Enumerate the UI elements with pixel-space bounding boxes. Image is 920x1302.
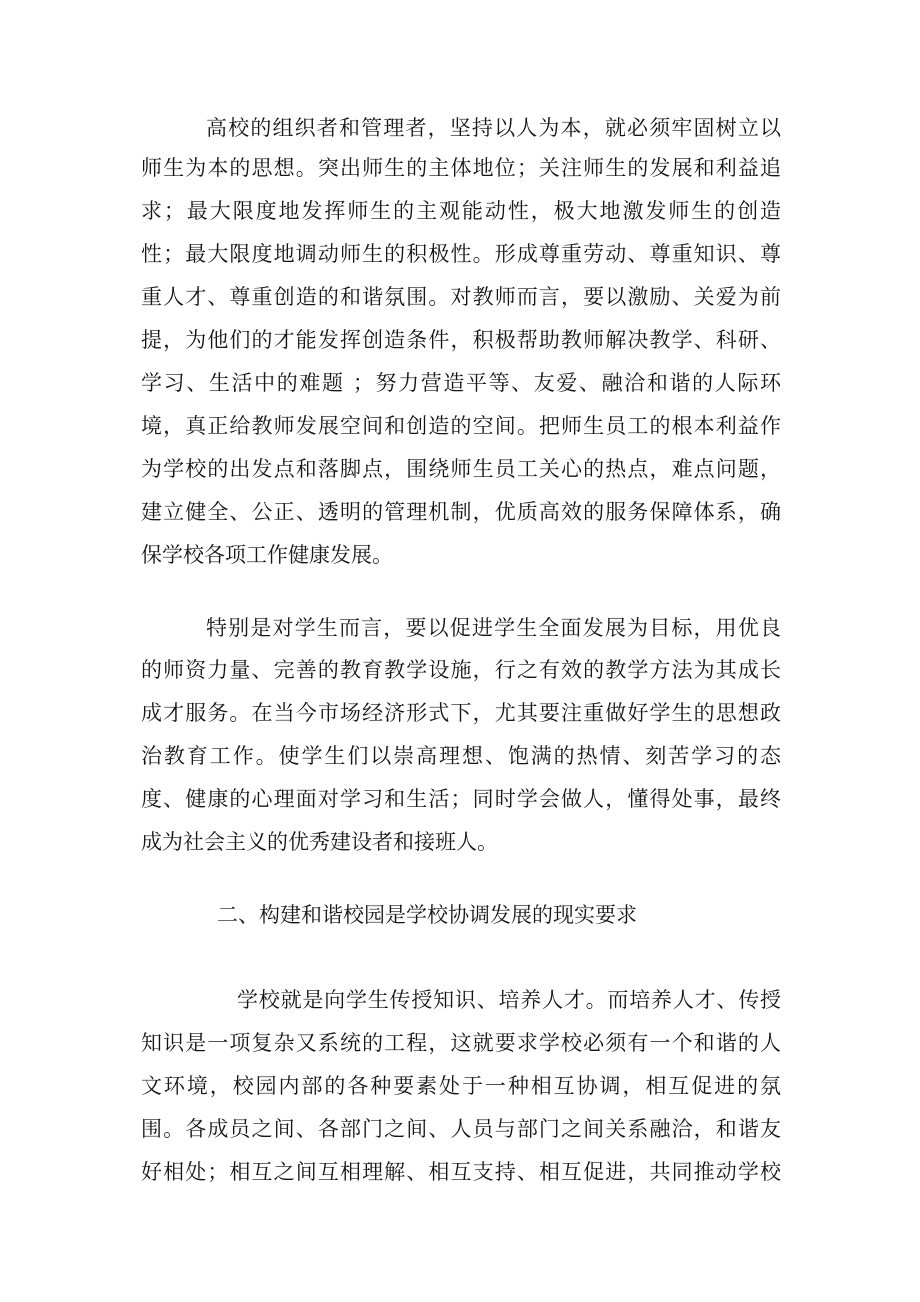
paragraph-1-line-1: 高校的组织者和管理者，坚持以人为本，就必须牢固树立以 <box>206 116 781 140</box>
paragraph-1-line-2: 师生为本的思想。突出师生的主体地位；关注师生的发展和利益追 <box>141 156 781 180</box>
paragraph-3-line-3: 文环境，校园内部的各种要素处于一种相互协调，相互促进的氛 <box>141 1074 781 1098</box>
section-heading: 二、构建和谐校园是学校协调发展的现实要求 <box>217 903 637 927</box>
paragraph-1-line-9: 为学校的出发点和落脚点，围绕师生员工关心的热点，难点问题， <box>141 457 781 481</box>
paragraph-1-line-8: 境，真正给教师发展空间和创造的空间。把师生员工的根本利益作 <box>141 414 781 438</box>
paragraph-2-line-4: 治教育工作。使学生们以崇高理想、饱满的热情、刻苦学习的态 <box>141 744 781 768</box>
paragraph-1-line-3: 求；最大限度地发挥师生的主观能动性，极大地激发师生的创造 <box>141 199 781 223</box>
paragraph-1-line-10: 建立健全、公正、透明的管理机制，优质高效的服务保障体系，确 <box>141 500 781 524</box>
paragraph-2-line-6: 成为社会主义的优秀建设者和接班人。 <box>141 830 498 854</box>
paragraph-1-line-7: 学习、生活中的难题 ；努力营造平等、友爱、融洽和谐的人际环 <box>141 371 781 395</box>
paragraph-1-line-4: 性；最大限度地调动师生的积极性。形成尊重劳动、尊重知识、尊 <box>141 242 781 266</box>
paragraph-3-line-5: 好相处；相互之间互相理解、相互支持、相互促进，共同推动学校 <box>141 1160 781 1184</box>
paragraph-1-line-11: 保学校各项工作健康发展。 <box>141 543 393 567</box>
paragraph-2-line-2: 的师资力量、完善的教育教学设施，行之有效的教学方法为其成长 <box>141 658 781 682</box>
paragraph-3-line-4: 围。各成员之间、各部门之间、人员与部门之间关系融洽，和谐友 <box>141 1117 781 1141</box>
paragraph-3-line-1: 学校就是向学生传授知识、培养人才。而培养人才、传授 <box>237 988 781 1012</box>
paragraph-2-line-5: 度、健康的心理面对学习和生活；同时学会做人，懂得处事，最终 <box>141 787 781 811</box>
paragraph-1-line-5: 重人才、尊重创造的和谐氛围。对教师而言，要以激励、关爱为前 <box>141 285 781 309</box>
paragraph-2-line-1: 特别是对学生而言，要以促进学生全面发展为目标，用优良 <box>206 616 781 640</box>
paragraph-2-line-3: 成才服务。在当今市场经济形式下，尤其要注重做好学生的思想政 <box>141 701 781 725</box>
paragraph-3-line-2: 知识是一项复杂又系统的工程，这就要求学校必须有一个和谐的人 <box>141 1031 781 1055</box>
paragraph-1-line-6: 提，为他们的才能发挥创造条件，积极帮助教师解决教学、科研、 <box>141 328 781 352</box>
